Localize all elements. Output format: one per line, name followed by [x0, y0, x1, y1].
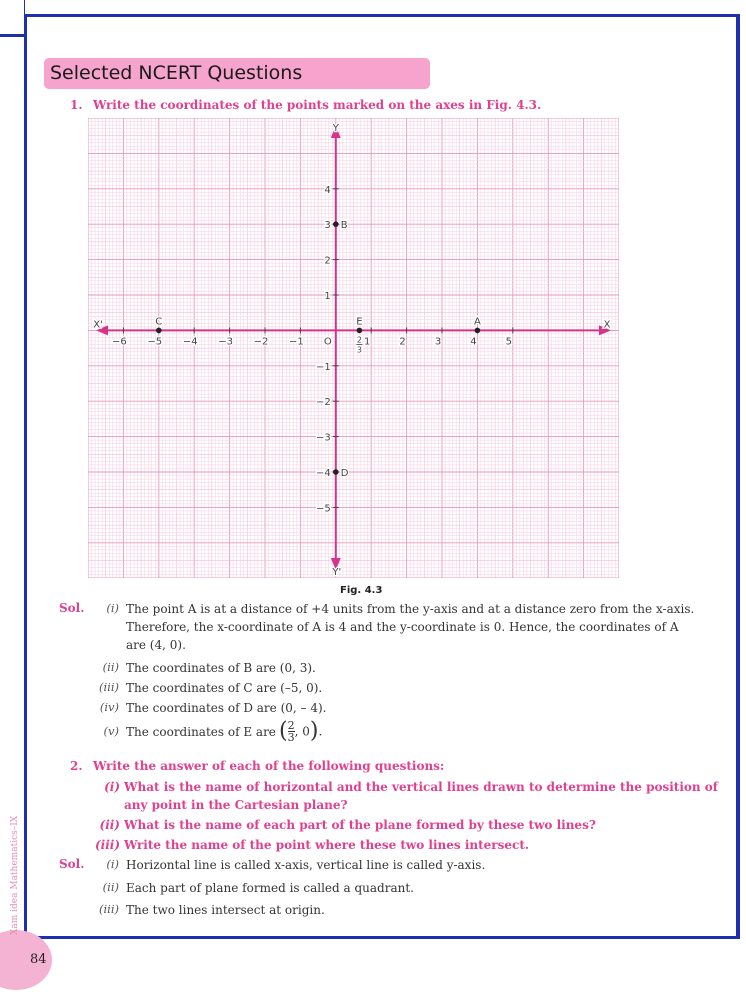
y-axis-label-negative: Y': [332, 567, 342, 578]
x-tick-label: −3: [218, 336, 233, 348]
solution-1-item-text: The coordinates of C are (–5, 0).: [126, 681, 323, 695]
y-axis-label-positive: Y: [332, 123, 339, 134]
question-2-part-number: (i): [104, 780, 120, 794]
point-label-e: E: [356, 316, 363, 328]
frame-tick: [0, 34, 24, 37]
question-1-number: 1.: [70, 98, 83, 112]
solution-1-item-text: Therefore, the x-coordinate of A is 4 and the y-coordinate is 0. Hence, the coordinates of A: [126, 620, 679, 634]
e-rest: , 0: [294, 724, 310, 739]
question-2-text: Write the answer of each of the following questions:: [93, 759, 445, 773]
x-tick-label: −4: [182, 336, 198, 348]
y-tick-label: 2: [324, 255, 331, 267]
point-label-b: B: [340, 220, 348, 232]
point-e: [357, 328, 363, 334]
solution-2-item-text: The two lines intersect at origin.: [126, 903, 325, 917]
solution-2-item-text: Horizontal line is called x-axis, vertical line is called y-axis.: [126, 858, 486, 872]
solution-2-label: Sol.: [59, 857, 85, 871]
point-b: [333, 221, 339, 227]
y-tick-label: −2: [316, 397, 331, 409]
solution-2-item-text: Each part of plane formed is called a quadrant.: [126, 881, 414, 895]
solution-1-item-text: are (4, 0).: [126, 638, 186, 652]
y-tick-label: 3: [324, 220, 331, 232]
e-fraction-numerator: 2: [356, 335, 362, 345]
question-2-part-text: What is the name of horizontal and the vertical lines drawn to determine the position of: [124, 780, 718, 794]
solution-1-item-number: (v): [103, 724, 119, 738]
e-end: .: [318, 724, 323, 739]
x-tick-label: 1: [364, 336, 371, 348]
solution-1-item-number: (ii): [102, 660, 119, 674]
question-2-number: 2.: [70, 759, 83, 773]
e-fraction-denominator: 3: [287, 731, 295, 744]
question-2-part-number: (iii): [94, 838, 120, 852]
y-tick-label: −1: [316, 361, 331, 373]
point-d: [333, 469, 339, 475]
x-tick-label: 3: [434, 336, 442, 348]
solution-1-item-number: (iv): [99, 700, 119, 714]
solution-2-item-number: (ii): [102, 880, 119, 894]
question-1-text: Write the coordinates of the points marked on the axes in Fig. 4.3.: [93, 98, 542, 112]
coordinate-graph: [88, 118, 619, 578]
x-tick-label: −5: [147, 336, 163, 348]
x-tick-label: −6: [112, 336, 127, 348]
x-tick-label: −1: [289, 336, 304, 348]
question-2-part-number: (ii): [99, 818, 120, 832]
e-fraction: [288, 720, 295, 743]
section-heading: Selected NCERT Questions: [44, 58, 430, 89]
e-fraction-numerator: 2: [287, 719, 295, 732]
solution-1-item-text: The coordinates of B are (0, 3).: [126, 661, 316, 675]
solution-1-e-coordinates: [279, 716, 322, 747]
side-running-title: Xam idea Mathematics–IX: [10, 815, 20, 935]
x-tick-label: 5: [505, 336, 512, 348]
open-paren: (: [279, 718, 288, 744]
solution-1-item-text: The coordinates of D are (0, – 4).: [126, 701, 327, 715]
x-tick-label: 4: [470, 336, 477, 348]
y-tick-label: 4: [324, 184, 331, 196]
solution-1-item-number: (iii): [98, 680, 119, 694]
x-tick-label: 2: [399, 336, 406, 348]
x-axis-label-negative: X': [93, 319, 103, 331]
point-label-c: C: [155, 316, 163, 328]
point-c: [156, 328, 162, 334]
y-tick-label: −3: [316, 432, 331, 444]
page-number: 84: [30, 952, 47, 967]
point-a: [475, 328, 481, 334]
solution-1-item-text: The coordinates of E are: [126, 725, 276, 739]
solution-1-item-text: The point A is at a distance of +4 units from the y-axis and at a distance zero from the x-axis.: [126, 602, 695, 616]
x-axis-label-positive: X: [603, 319, 611, 331]
solution-1-label: Sol.: [59, 601, 85, 615]
figure-caption: Fig. 4.3: [340, 585, 383, 596]
solution-2-item-number: (i): [106, 857, 119, 871]
question-2-part-text: Write the name of the point where these two lines intersect.: [124, 838, 530, 852]
x-tick-label: −2: [253, 336, 269, 348]
origin-label: O: [323, 336, 332, 348]
e-fraction-denominator: 3: [356, 345, 362, 355]
question-2-part-text: any point in the Cartesian plane?: [124, 798, 348, 812]
close-paren: ): [309, 718, 319, 744]
point-label-a: A: [473, 316, 481, 328]
margin-line: [24, 0, 25, 14]
y-tick-label: −5: [316, 503, 331, 515]
solution-2-item-number: (iii): [98, 902, 119, 916]
y-tick-label: −4: [316, 468, 331, 479]
y-tick-label: 1: [324, 291, 331, 302]
solution-1-item-number: (i): [106, 601, 119, 615]
question-2-part-text: What is the name of each part of the plane formed by these two lines?: [124, 818, 596, 832]
point-label-d: D: [340, 468, 349, 479]
